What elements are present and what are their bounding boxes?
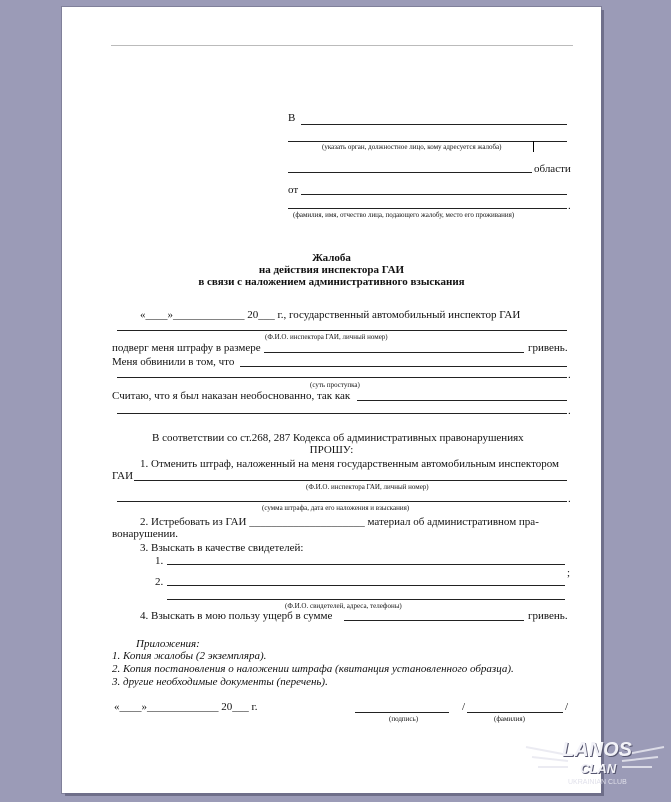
attachment-item-3: 3. другие необходимые документы (перечень). [112,676,328,688]
region-line [288,172,532,173]
signature-line [355,712,449,713]
request-1-line-2 [117,501,567,502]
to-prefix: В [288,112,296,124]
from-prefix: от [288,184,299,196]
attachment-item-1: 1. Копия жалобы (2 экземпляра). [112,650,267,662]
witness-2-num: 2. [155,576,164,588]
from-line [301,194,567,195]
witness-semicolon: ; [567,567,571,579]
inspector-hint: (Ф.И.О. инспектора ГАИ, личный номер) [265,333,388,341]
date-line: «____»_____________ 20___ г., государственный автомобильный инспектор ГАИ [140,309,521,321]
title-line-1: Жалоба [312,252,351,264]
fine-suffix: гривень. [528,342,568,354]
lanos-club-logo [520,735,670,797]
to-hint: (указать орган, должностное лицо, кому адресуется жалоба) [322,143,502,151]
name-slash-1: / [462,701,466,713]
accused-dot: . [568,369,571,381]
document-page [62,7,601,793]
law-line: В соответствии со ст.268, 287 Кодекса об административных правонарушениях [152,432,524,444]
request-1-dot: . [568,493,571,505]
attachment-item-2: 2. Копия постановления о наложении штрафа (квитанция установленного образца). [112,663,514,675]
witness-2-line [167,585,565,586]
unjust-dot: . [568,405,571,417]
request-4: 4. Взыскать в мою пользу ущерб в сумме [140,610,333,622]
unjust-prefix: Считаю, что я был наказан необоснованно, так как [112,390,351,402]
region-suffix: области [534,163,571,175]
request-1-cont: ГАИ [112,470,134,482]
accused-line-2 [117,377,567,378]
from-dot: . [568,200,571,212]
accused-line [240,366,567,367]
offense-hint: (суть проступка) [310,381,360,389]
text-cursor [533,141,534,152]
request-heading: ПРОШУ: [309,444,354,456]
request-1-hint: (Ф.И.О. инспектора ГАИ, личный номер) [306,483,429,491]
title-line-3: в связи с наложением административного взыскания [198,276,465,288]
witness-3-line [167,599,565,600]
title-line-2: на действия инспектора ГАИ [258,264,405,276]
to-line-2 [288,141,567,142]
signature-hint: (подпись) [389,715,419,723]
name-slash-2: / [565,701,569,713]
unjust-line [357,400,567,401]
to-line [301,124,567,125]
request-2: 2. Истребовать из ГАИ _____________________ материал об административном пра- [140,516,539,528]
name-hint: (фамилия) [494,715,525,723]
request-2-cont: вонарушении. [112,528,179,540]
fine-line [264,352,524,353]
from-line-2 [288,208,567,209]
request-1-hint-2: (сумма штрафа, дата его наложения и взыскания) [262,504,410,512]
logo-caption: UKRAINIAN CLUB [568,779,627,786]
attachments-title: Приложения: [136,638,200,650]
witness-hint: (Ф.И.О. свидетелей, адреса, телефоны) [285,602,402,610]
witness-1-line [167,564,565,565]
unjust-line-2 [117,413,567,414]
fine-prefix: подверг меня штрафу в размере [112,342,261,354]
request-1: 1. Отменить штраф, наложенный на меня государственным автомобильным инспектором [140,458,559,470]
damage-line [344,620,524,621]
witness-1-num: 1. [155,555,164,567]
footer-date: «____»_____________ 20___ г. [114,701,258,713]
from-hint: (фамилия, имя, отчество лица, подающего жалобу, место его проживания) [293,211,515,219]
logo-brand: LANOS [562,739,632,761]
logo-sub: CLAN [580,761,617,776]
inspector-line [117,330,567,331]
header-rule [111,45,573,46]
request-4-suffix: гривень. [528,610,568,622]
request-3: 3. Взыскать в качестве свидетелей: [140,542,304,554]
request-1-line [134,480,567,481]
name-line [467,712,563,713]
accused-prefix: Меня обвинили в том, что [112,356,235,368]
